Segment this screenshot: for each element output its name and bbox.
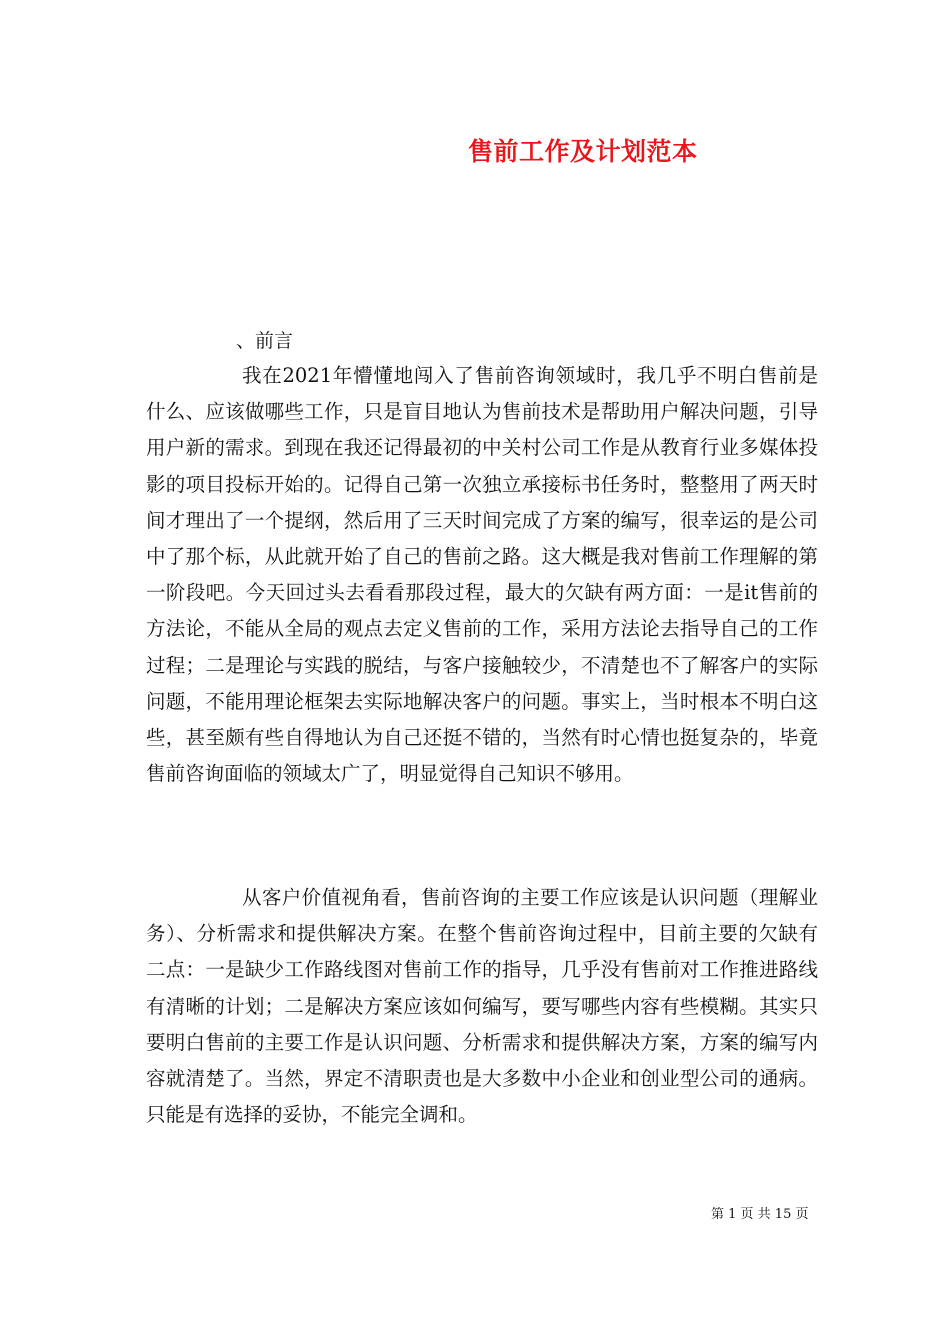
page-footer: 第 1 页 共 15 页 [711, 1207, 809, 1222]
document-title: 售前工作及计划范本 [468, 137, 698, 166]
body-paragraph: 我在2021年懵懂地闯入了售前咨询领域时，我几乎不明白售前是什么、应该做哪些工作，只是盲目地认为售前技术是帮助用户解决问题，引导用户新的需求。到现在我还记得最初的中关村公司工作是从教育行业多媒体投影的项目投标开始的。记得自己第一次独立承接标书任务时，整整用了两天时间才理出了一个提纲，然后用了三天时间完成了方案的编写，很幸运的是公司中了那个标，从此就开始了自己的售前之路。这大概是我对售前工作理解的第一阶段吧。今天回过头去看看那段过程，最大的欠缺有两方面：一是it售前的方法论，不能从全局的观点去定义售前的工作，采用方法论去指导自己的工作过程；二是理论与实践的脱结，与客户接触较少，不清楚也不了解客户的实际问题，不能用理论框架去实际地解决客户的问题。事实上，当时根本不明白这些，甚至颇有些自得地认为自己还挺不错的，当然有时心情也挺复杂的，毕竟售前咨询面临的领域太广了，明显觉得自己知识不够用。 [146, 364, 818, 786]
section-heading: 、前言 [236, 330, 294, 352]
body-paragraph: 从客户价值视角看，售前咨询的主要工作应该是认识问题（理解业务）、分析需求和提供解决方案。在整个售前咨询过程中，目前主要的欠缺有二点：一是缺少工作路线图对售前工作的指导，几乎没有售前对工作推进路线有清晰的计划；二是解决方案应该如何编写，要写哪些内容有些模糊。其实只要明白售前的主要工作是认识问题、分析需求和提供解决方案，方案的编写内容就清楚了。当然，界定不清职责也是大多数中小企业和创业型公司的通病。只能是有选择的妥协，不能完全调和。 [146, 886, 818, 1127]
